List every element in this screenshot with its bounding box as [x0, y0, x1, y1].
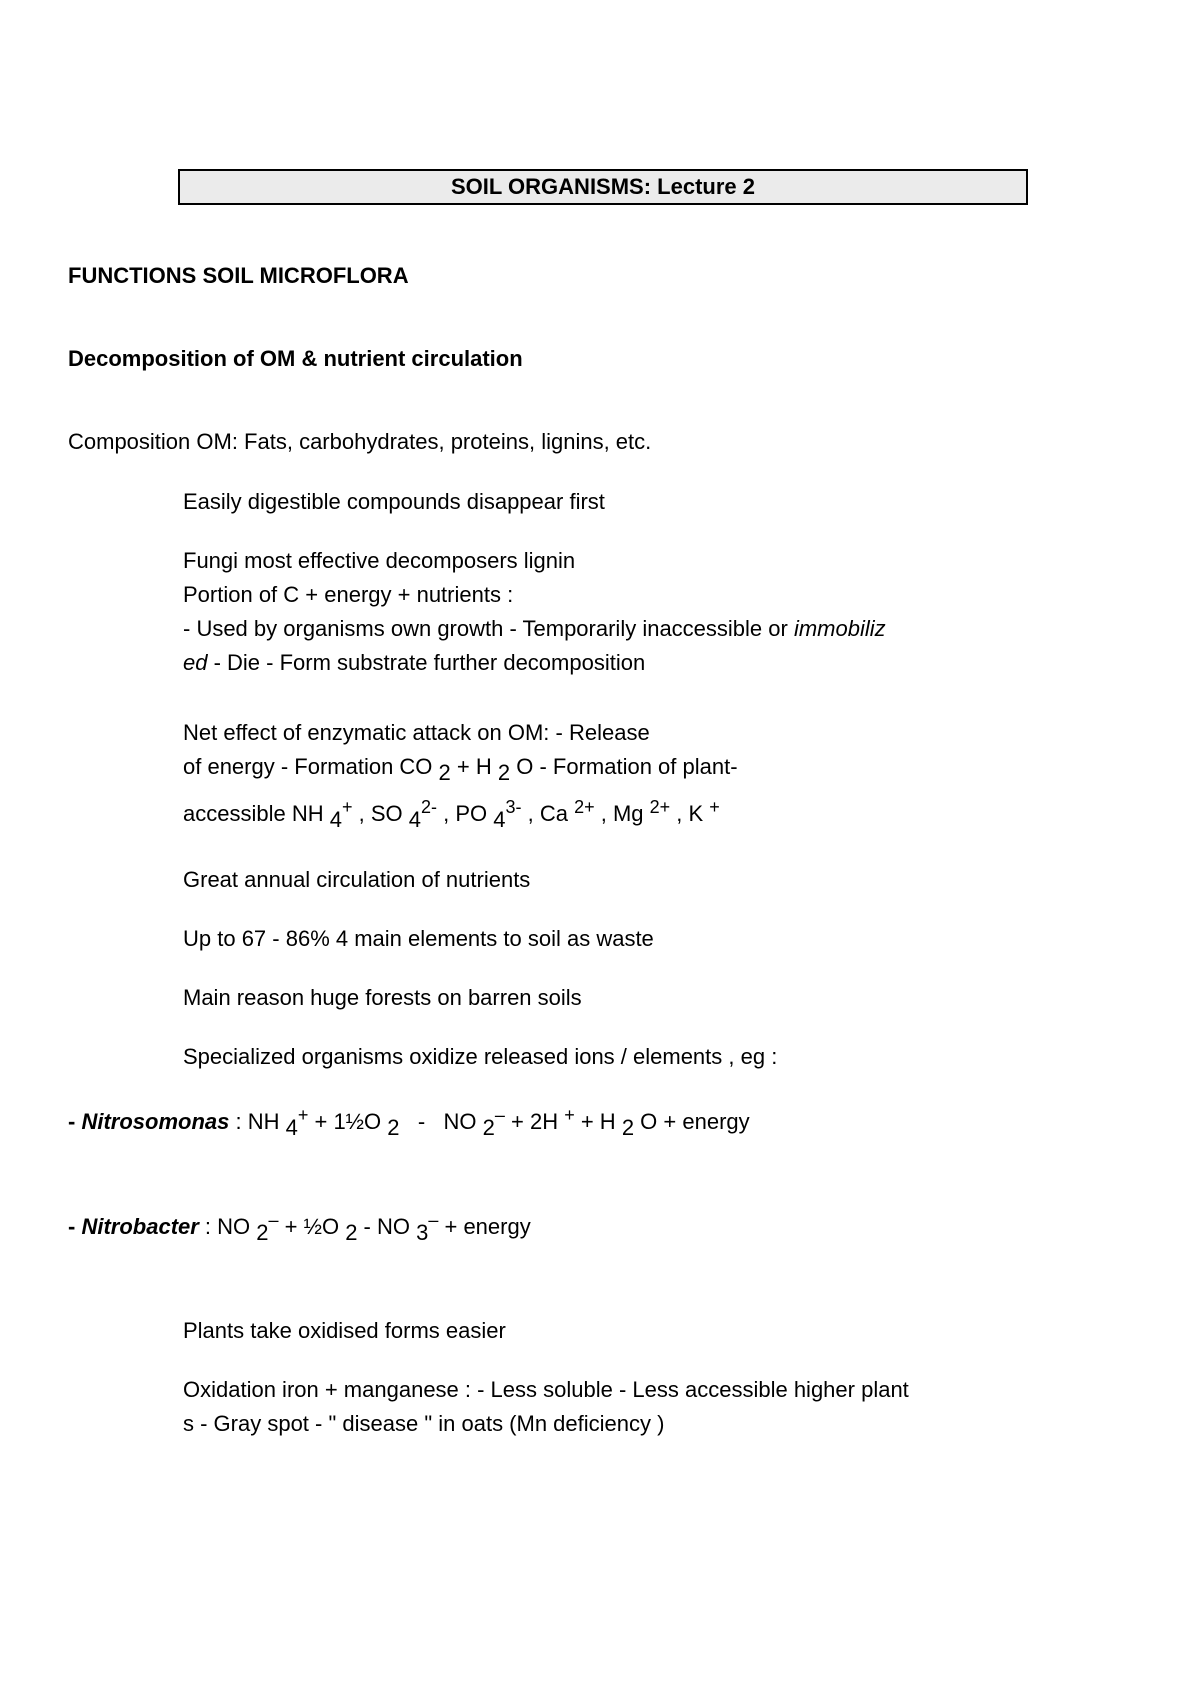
fungi-line: Fungi most effective decomposers lignin	[183, 548, 576, 573]
up-to-line: Up to 67 - 86% 4 main elements to soil as waste	[183, 926, 654, 951]
easily-digestible-line: Easily digestible compounds disappear first	[183, 489, 605, 514]
main-reason-line: Main reason huge forests on barren soils	[183, 985, 582, 1010]
plants-take-line: Plants take oxidised forms easier	[183, 1318, 506, 1343]
subsection-heading: Decomposition of OM & nutrient circulation	[68, 346, 523, 371]
nitrosomonas-equation: - Nitrosomonas : NH $_4$+ + 1½O $_2$ - NO $_2$– + 2H + + H $_2$ O + energy	[68, 1105, 750, 1140]
nitrobacter-equation: - Nitrobacter : NO $_2$– + ½O $_2$ - NO $_3$– + energy	[68, 1210, 531, 1245]
oxidation-line-1: Oxidation iron + manganese : - Less soluble - Less accessible higher plant	[183, 1377, 909, 1402]
oxidation-line-2: s - Gray spot - " disease " in oats (Mn deficiency )	[183, 1411, 665, 1436]
used-by-line: - Used by organisms own growth - Temporarily inaccessible or immobiliz	[183, 616, 886, 641]
section-heading: FUNCTIONS SOIL MICROFLORA	[68, 263, 409, 288]
formation-line: of energy - Formation CO $_2$ + H $_2$ O - Formation of plant-	[183, 754, 738, 785]
lecture-title: SOIL ORGANISMS: Lecture 2	[178, 169, 1028, 205]
great-annual-line: Great annual circulation of nutrients	[183, 867, 531, 892]
composition-line: Composition OM: Fats, carbohydrates, proteins, lignins, etc.	[68, 429, 652, 454]
portion-line: Portion of C + energy + nutrients :	[183, 582, 514, 607]
specialized-line: Specialized organisms oxidize released ions / elements , eg :	[183, 1044, 778, 1069]
die-line: ed - Die - Form substrate further decomposition	[183, 650, 646, 675]
ions-line: accessible NH $_4$+ , SO $_4^{2-}$ , PO $_4^{3-}$ , Ca $^{2+}$ , Mg $^{2+}$ , K +	[183, 797, 720, 832]
net-effect-line: Net effect of enzymatic attack on OM: - Release	[183, 720, 650, 745]
